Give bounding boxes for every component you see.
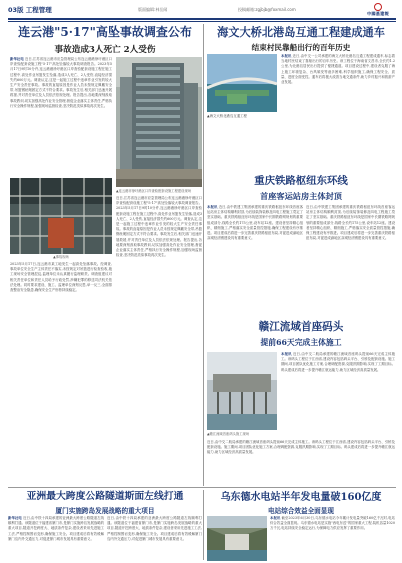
body-text: 截至2023年6月30日,乌东德水电站今年累计发电量突破160亿千瓦时,电站综合效益全面显现。乌东德水电站是实施"西电东送"的国家重大工程,装机容量1020万千瓦,电站持续安全稳定运行,为保障电力供应发挥了重要作用。 (270, 516, 395, 531)
column-divider-bottom (203, 490, 204, 560)
headline-chongqing: 重庆铁路枢纽东环线 (254, 175, 348, 187)
dateline: 本报讯 (270, 516, 281, 520)
photo-caption: ▲连云港市徐圩港区口岸查验配套设施工程建设现场 (116, 189, 192, 193)
article-body-continued: 近日,江苏省连云港市应急管理局公布连云港港徐圩港区口岸查验配套设施工程"5·17"高处坠落较大事故调查报告。2023年5月17日9时10分许,连云港港徐圩港区口岸查验配套设施工程在施工过程中,高处作业吊篮发生坠落,造成3人死亡、2人受伤,直接经济损失约600万元。调查认定,这是一起施工过程中违章作业引发的较大生产安全责任事故。事故的直接原因是作业人员未按规定佩戴安全带,吊篮钢丝绳固定方式不符合要求。事故发生后,相关部门迅速开展救援,并对责任单位及人员依法依规处理。报告提出,各地要深刻汲取事故教训,切实加强高处作业安全管理,督促企业落实主体责任,严格执行安全操作规程,加强现场监督检查,坚决防范类似事故再次发生。 (116, 196, 202, 258)
page-header (8, 5, 396, 17)
header-rule-thin (8, 21, 396, 22)
header-rule (8, 18, 396, 20)
article-body (281, 54, 395, 144)
body-text: 近日,由中铁建工集团承建的重庆铁路枢纽东环线首座客运站房主体结构顺利封顶,为后续装饰装修及四电工程施工奠定了坚实基础。重庆铁路枢纽东环线是国家中长期铁路网规划的重要组成部分,线路全长约175公里,设车站12座。建设者坚持精心组织、精细施工,严格落实安全质量管控措施,确保工程建设有序推进。项目建成后将进一步完善重庆铁路枢纽布局,对促进成渝地区双城经济圈建设具有重要意义。 (207, 205, 303, 241)
dam-photo (207, 516, 267, 561)
article-body-continued: 近日,由中交二航局承建的赣江流域首座码头提前66天完成主体施工。该码头工程位于江西省,建设内容包括码头平台、引桥及配套设施。施工期间,项目团队优化施工方案,合理调配资源,克服汛期影响,实现了工期目标。码头建成后将进一步提升赣江航运能力,助力区域经济高质量发展。 (207, 440, 395, 455)
article-body-continued: 近日,由中铁十四局承建的亚洲最大跨度公路隧道左线顺利打通。该隧道位于福建省厦门市,是厦门实施跨岛发展战略的重大项目,隧道开挖跨度大、地质条件复杂,建设者采用先进施工工法,严格控制围岩变形,确保施工安全。项目建成后将有效缓解厦门岛内外交通压力,对促进厦门城市发展具有重要意义。 (107, 516, 202, 541)
newspaper-logo (360, 3, 396, 17)
photo-caption: ▲赣江流域首座码头施工现场 (207, 432, 250, 436)
port-image (207, 352, 277, 430)
article-body (270, 516, 395, 561)
headline-ganjiang: 赣江流域首座码头 (258, 321, 344, 333)
article-body (281, 352, 395, 438)
headline-haiwen-bridge: 海文大桥北港岛互通工程建成通车 (217, 25, 385, 39)
building-photo (116, 57, 202, 187)
article-body (10, 57, 112, 175)
body-text: 近日,由中铁十四局承建的亚洲最大跨度公路隧道左线顺利打通。该隧道位于福建省厦门市,是厦门实施跨岛发展战略的重大项目,隧道开挖跨度大、地质条件复杂,建设者采用先进施工工法,严格控制围岩变形,确保施工安全。项目建成后将有效缓解厦门岛内外交通压力,对促进厦门城市发展具有重要意义。 (8, 516, 104, 541)
dateline: 本报讯 (281, 352, 292, 356)
headline-lianyungang: 连云港"5·17"高坠事故调查公布 (18, 25, 192, 39)
port-photo (207, 352, 277, 430)
editor-credit: 版面编辑:林岳闻 (138, 7, 168, 12)
bridge-image (207, 54, 277, 112)
headline-wudongde: 乌东德水电站半年发电量破160亿度 (220, 492, 382, 503)
dateline: 新华社电 (8, 516, 22, 520)
photo-caption: ▲事故现场 (53, 255, 69, 259)
newspaper-name: 中國基建報 (367, 11, 389, 16)
submission-email[interactable]: 投稿邮箱:zgjbjb@foxmail.com (238, 7, 296, 12)
subhead-ganjiang: 提前66天完成主体施工 (260, 338, 342, 347)
article-body (207, 205, 303, 323)
dam-image (207, 516, 267, 561)
dateline: 新华社电 (10, 57, 24, 61)
body-text: 近日,由中交二航局承建的赣江流域首座码头提前66天完成主体施工。该码头工程位于江西省,建设内容包括码头平台、引桥及配套设施。施工期间,项目团队优化施工方案,合理调配资源,克服汛期影响,实现了工期目标。码头建成后将进一步提升赣江航运能力,助力区域经济高质量发展。 (281, 352, 395, 372)
logo-icon (374, 3, 382, 11)
photo-caption: ▲海文大桥北港岛互通工程 (207, 114, 247, 118)
subhead-chongqing: 首座客运站房主体封顶 (260, 191, 342, 201)
scaffold-image (10, 178, 112, 254)
body-text: 近日,由中交一公司承建的海文大桥北港岛互通工程建成通车,标志着当地村民结束了靠船出行的百年历史。该工程位于海南省文昌市,全长约1.2公里,为北港岛居民出行提供了便捷通道。项目建设过程中,建设者克服了海上施工环境复杂、台风频发等诸多困难,科学组织施工,确保工程安全、质量、进度全面受控。通车后将极大改善当地交通条件,助力乡村振兴和旅游产业发展。 (281, 54, 395, 85)
bridge-photo (207, 54, 277, 112)
article-body-continued: 2023年5月17日,连云港市某工地发生一起高处坠落事故。经调查,事故单位安全生产主体责任不落实,未按规定对吊篮进行检查验收,施工现场安全管理混乱,监理单位未认真履行监理职责。调查组建议对相关责任单位和责任人员给予行政处罚,涉嫌犯罪的移送司法机关依法处理。同时要求建设、施工、监理单位深刻反思,举一反三,全面排查整治安全隐患,确保安全生产形势持续稳定。 (10, 262, 112, 293)
building-image (116, 57, 202, 187)
section-divider (8, 487, 396, 488)
headline-asia-tunnel: 亚洲最大跨度公路隧道斯面左线打通 (26, 491, 184, 502)
subhead-lianyungang: 事故造成3人死亡 2人受伤 (54, 45, 156, 55)
scaffold-photo (10, 178, 112, 254)
subhead-haiwen-bridge: 结束村民靠船出行的百年历史 (251, 43, 351, 52)
dateline: 本报讯 (207, 205, 218, 209)
body-text: 近日,江苏省连云港市应急管理局公布连云港港徐圩港区口岸查验配套设施工程"5·17"高处坠落较大事故调查报告。2023年5月17日9时10分许,连云港港徐圩港区口岸查验配套设施工程在施工过程中,高处作业吊篮发生坠落,造成3人死亡、2人受伤,直接经济损失约600万元。调查认定,这是一起施工过程中违章作业引发的较大生产安全责任事故。事故的直接原因是作业人员未按规定佩戴安全带,吊篮钢丝绳固定方式不符合要求。事故发生后,相关部门迅速开展救援,并对责任单位及人员依法依规处理。报告提出,各地要深刻汲取事故教训,切实加强高处作业安全管理,督促企业落实主体责任,严格执行安全操作规程,加强现场监督检查,坚决防范类似事故再次发生。 (10, 57, 112, 108)
subhead-wudongde: 电站综合效益全面显现 (268, 507, 334, 515)
column-divider (203, 24, 204, 486)
article-body (8, 516, 104, 561)
subhead-asia-tunnel: 厦门实施跨岛发展战略的重大项目 (55, 507, 155, 515)
article-body-continued: 近日,由中铁建工集团承建的重庆铁路枢纽东环线首座客运站房主体结构顺利封顶,为后续装饰装修及四电工程施工奠定了坚实基础。重庆铁路枢纽东环线是国家中长期铁路网规划的重要组成部分,线路全长约175公里,设车站12座。建设者坚持精心组织、精细施工,严格落实安全质量管控措施,确保工程建设有序推进。项目建成后将进一步完善重庆铁路枢纽布局,对促进成渝地区双城经济圈建设具有重要意义。 (306, 205, 395, 241)
dateline: 本报讯 (281, 54, 292, 58)
section-label: 03版 工程管理 (8, 6, 52, 14)
